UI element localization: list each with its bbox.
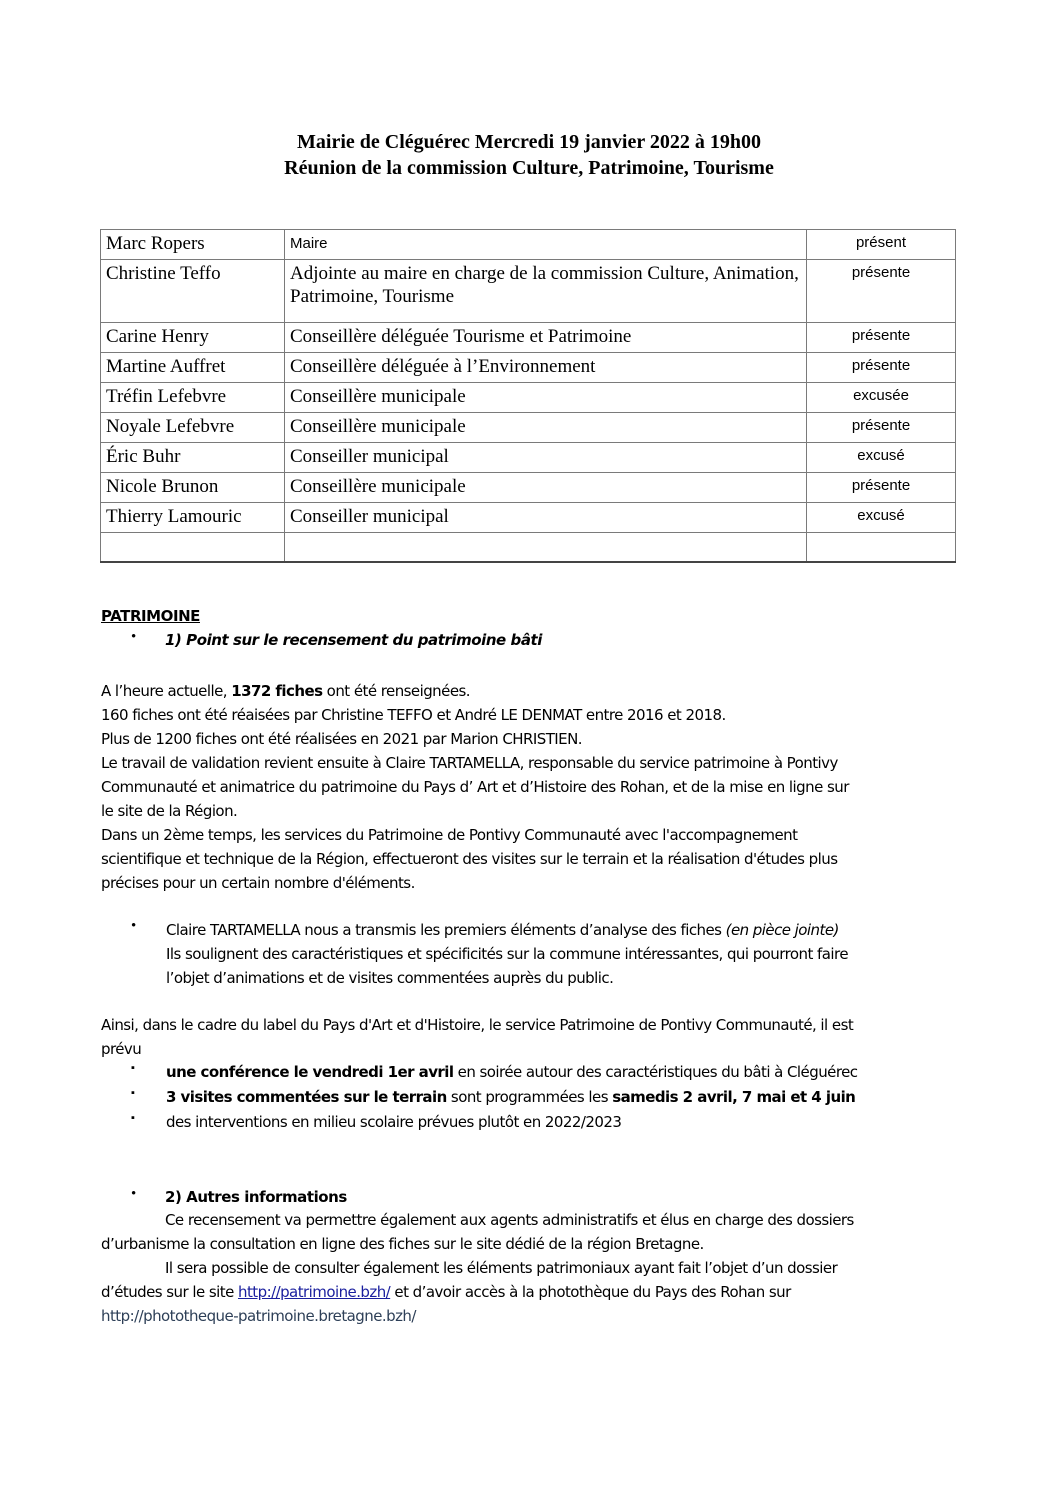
para-line: Plus de 1200 fiches ont été réalisées en 2021 par Marion CHRISTIEN.	[101, 730, 583, 748]
para-line: Ce recensement va permettre également aux agents administratifs et élus en charge des dossiers	[165, 1211, 854, 1229]
member-name: Éric Buhr	[101, 443, 285, 473]
member-status: présent	[807, 230, 956, 260]
para-line: A l’heure actuelle, 1372 fiches ont été renseignées.	[101, 682, 470, 700]
attendance-table	[100, 229, 956, 563]
para-line: 160 fiches ont été réaisées par Christine TEFFO et André LE DENMAT entre 2016 et 2018.	[101, 706, 726, 724]
table-row	[101, 260, 956, 323]
para-line	[101, 1304, 854, 1328]
phototheque-link[interactable]: http://phototheque-patrimoine.bretagne.bzh/	[101, 1307, 416, 1325]
member-status: présente	[807, 473, 956, 503]
para-line: d’études sur le site http://patrimoine.bzh/ et d’avoir accès à la photothèque du Pays des Rohan sur	[101, 1283, 791, 1301]
member-status: présente	[807, 323, 956, 353]
member-status: excusé	[807, 443, 956, 473]
member-name: Marc Ropers	[101, 230, 285, 260]
member-role: Conseillère déléguée Tourisme et Patrimoine	[285, 323, 807, 353]
member-role: Maire	[285, 230, 807, 260]
member-status	[807, 533, 956, 563]
fiches-count: 1372 fiches	[231, 682, 323, 700]
member-name	[101, 533, 285, 563]
section-heading: PATRIMOINE	[101, 607, 200, 625]
member-name: Carine Henry	[101, 323, 285, 353]
para-line: Dans un 2ème temps, les services du Patrimoine de Pontivy Communauté avec l'accompagnement	[101, 826, 798, 844]
member-name: Thierry Lamouric	[101, 503, 285, 533]
member-role: Conseillère municipale	[285, 413, 807, 443]
member-name: Tréfin Lefebvre	[101, 383, 285, 413]
para-line: Ainsi, dans le cadre du label du Pays d'Art et d'Histoire, le service Patrimoine de Pontivy Communauté, il est	[101, 1016, 854, 1034]
bullet-analyse	[166, 918, 848, 990]
item1-title: 1) Point sur le recensement du patrimoine bâti	[165, 631, 542, 649]
para-line: d’urbanisme la consultation en ligne des fiches sur le site dédié de la région Bretagne.	[101, 1235, 704, 1253]
table-row	[101, 323, 956, 353]
member-role: Conseillère municipale	[285, 383, 807, 413]
sub-bullet-visites: 3 visites commentées sur le terrain sont programmées les samedis 2 avril, 7 mai et 4 juin	[166, 1088, 856, 1106]
member-name: Christine Teffo	[101, 260, 285, 323]
table-row	[101, 503, 956, 533]
para-line: Communauté et animatrice du patrimoine du Pays d’ Art et d’Histoire des Rohan, et de la mise en ligne sur	[101, 778, 849, 796]
square-bullet-icon: ▪	[131, 1087, 135, 1099]
document-title: Mairie de Cléguérec Mercredi 19 janvier 2022 à 19h00	[297, 131, 761, 153]
table-row	[101, 353, 956, 383]
para-line: prévu	[101, 1040, 142, 1058]
sub-bullet-interventions: des interventions en milieu scolaire prévues plutôt en 2022/2023	[166, 1113, 622, 1131]
table-row	[101, 443, 956, 473]
para-line: l’objet d’animations et de visites commentées auprès du public.	[166, 969, 614, 987]
bullet-icon: •	[131, 918, 137, 934]
member-role	[285, 533, 807, 563]
member-role: Conseiller municipal	[285, 503, 807, 533]
table-row	[101, 473, 956, 503]
bullet-icon: •	[131, 629, 137, 645]
document-subtitle: Réunion de la commission Culture, Patrimoine, Tourisme	[284, 157, 774, 179]
table-row	[101, 383, 956, 413]
bullet-icon: •	[131, 1186, 137, 1202]
para-line: Ils soulignent des caractéristiques et spécificités sur la commune intéressantes, qui pourront faire	[166, 945, 848, 963]
para-line: précises pour un certain nombre d'éléments.	[101, 874, 415, 892]
member-name: Noyale Lefebvre	[101, 413, 285, 443]
member-name: Martine Auffret	[101, 353, 285, 383]
member-role: Conseillère déléguée à l’Environnement	[285, 353, 807, 383]
item2-title: 2) Autres informations	[165, 1188, 347, 1206]
para-line: Le travail de validation revient ensuite à Claire TARTAMELLA, responsable du service patrimoine à Pontivy	[101, 754, 838, 772]
member-name: Nicole Brunon	[101, 473, 285, 503]
member-status: présente	[807, 260, 956, 323]
member-status: excusé	[807, 503, 956, 533]
member-status: excusée	[807, 383, 956, 413]
table-row	[101, 413, 956, 443]
patrimoine-link[interactable]: http://patrimoine.bzh/	[237, 1283, 391, 1301]
paragraph-autres	[101, 1208, 854, 1328]
member-status: présente	[807, 413, 956, 443]
para-line: Claire TARTAMELLA nous a transmis les premiers éléments d’analyse des fiches (en pièce jointe)	[166, 921, 839, 939]
table-row	[101, 230, 956, 260]
member-role: Conseillère municipale	[285, 473, 807, 503]
para-line: scientifique et technique de la Région, effectueront des visites sur le terrain et la réalisation d'études plus	[101, 850, 838, 868]
paragraph-recensement	[101, 679, 849, 895]
para-line: le site de la Région.	[101, 802, 238, 820]
square-bullet-icon: ▪	[131, 1112, 135, 1124]
square-bullet-icon: ▪	[131, 1062, 135, 1074]
member-role: Conseiller municipal	[285, 443, 807, 473]
table-row-empty	[101, 533, 956, 563]
para-line: Il sera possible de consulter également les éléments patrimoniaux ayant fait l’objet d’un dossier	[165, 1259, 838, 1277]
member-status: présente	[807, 353, 956, 383]
sub-bullet-conference: une conférence le vendredi 1er avril en soirée autour des caractéristiques du bâti à Cléguérec	[166, 1063, 858, 1081]
paragraph-label	[101, 1013, 853, 1061]
member-role: Adjointe au maire en charge de la commission Culture, Animation, Patrimoine, Tourisme	[285, 260, 807, 323]
